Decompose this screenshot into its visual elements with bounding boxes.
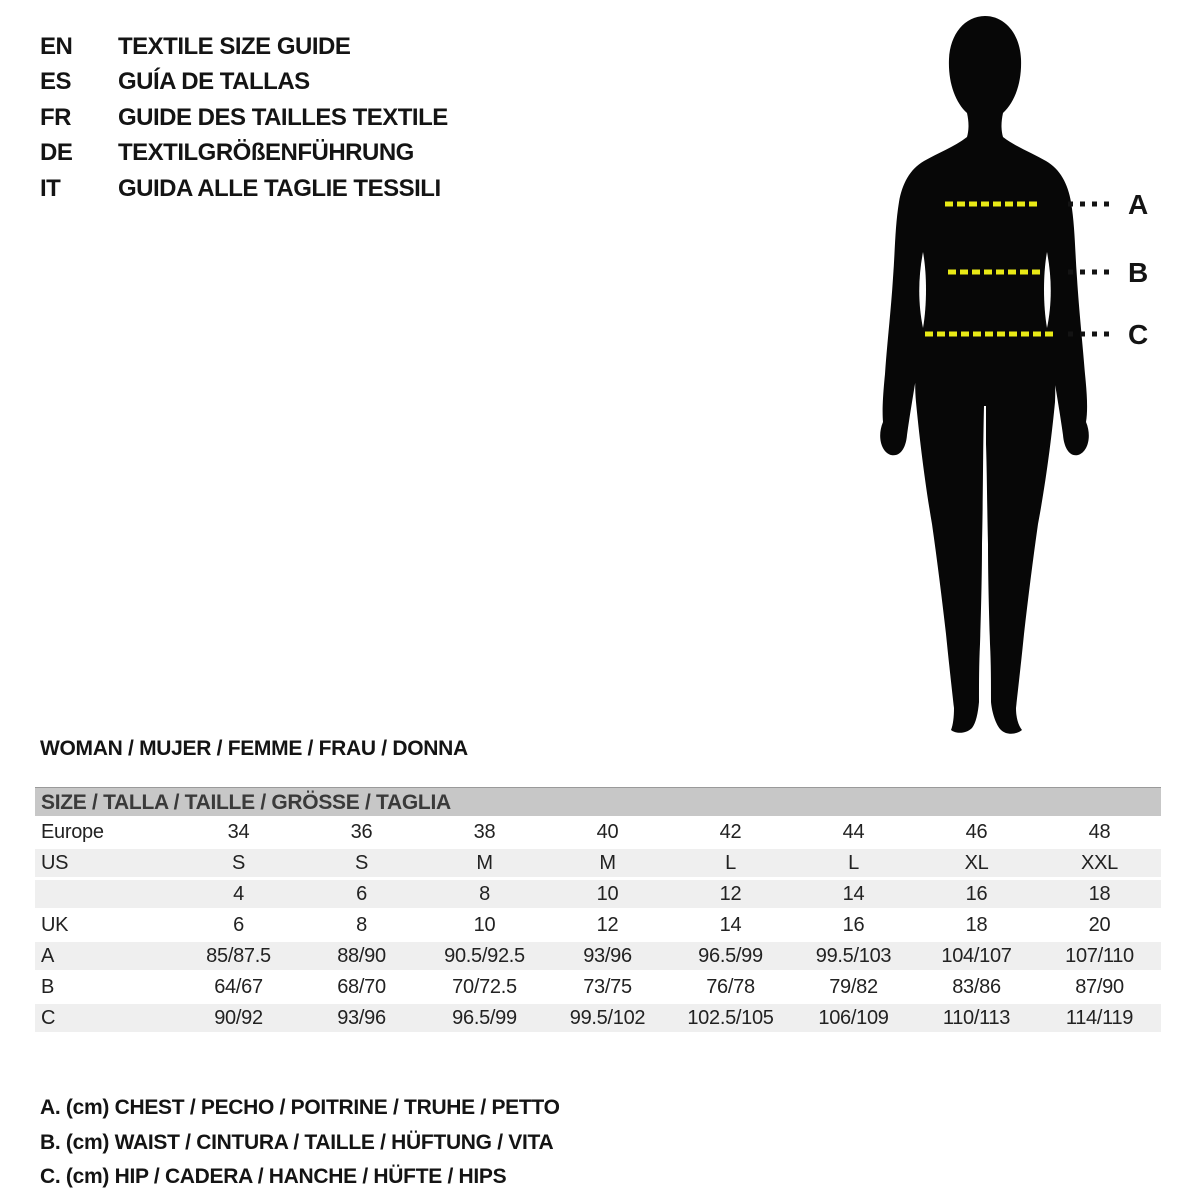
row-label: Europe <box>41 821 104 843</box>
language-row-en <box>40 29 448 65</box>
size-value-cell: 93/96 <box>583 945 632 967</box>
guide-title-es: GUÍA DE TALLAS <box>118 68 310 96</box>
table-row <box>35 849 1161 880</box>
language-title-list <box>40 29 448 207</box>
size-value-cell: 76/78 <box>706 976 755 998</box>
language-code: ES <box>40 68 72 96</box>
size-value-cell: 14 <box>719 914 742 936</box>
size-value-cell: 4 <box>233 883 244 905</box>
size-value-cell: 85/87.5 <box>206 945 271 967</box>
row-label <box>35 880 177 908</box>
size-table-rows <box>35 818 1161 1035</box>
size-value-cell: 106/109 <box>818 1007 889 1029</box>
section-title-woman: WOMAN / MUJER / FEMME / FRAU / DONNA <box>40 737 468 760</box>
language-code: DE <box>40 139 73 167</box>
size-value-cell: M <box>476 852 493 874</box>
size-value-cell: 68/70 <box>337 976 386 998</box>
row-label: US <box>41 852 69 874</box>
size-value-cell: 18 <box>1088 883 1111 905</box>
size-value-cell: 79/82 <box>829 976 878 998</box>
size-value-cell: 38 <box>473 821 496 843</box>
guide-title-it: GUIDA ALLE TAGLIE TESSILI <box>118 174 441 202</box>
size-value-cell: 102.5/105 <box>687 1007 774 1029</box>
size-value-cell: 10 <box>596 883 619 905</box>
size-value-cell: 6 <box>233 914 244 936</box>
size-value-cell: 16 <box>842 914 865 936</box>
size-value-cell: 10 <box>473 914 496 936</box>
size-value-cell: 96.5/99 <box>698 945 763 967</box>
table-row <box>35 1004 1161 1035</box>
language-code: IT <box>40 174 61 202</box>
row-label: UK <box>41 914 69 936</box>
size-value-cell: 34 <box>227 821 250 843</box>
size-value-cell: 83/86 <box>952 976 1001 998</box>
size-value-cell: 110/113 <box>942 1007 1011 1029</box>
size-value-cell: 12 <box>719 883 742 905</box>
marker-c-label: C <box>1128 319 1149 350</box>
size-value-cell: S <box>231 852 246 874</box>
size-value-cell: 93/96 <box>337 1007 386 1029</box>
table-row <box>35 880 1161 911</box>
size-value-cell: 70/72.5 <box>452 976 517 998</box>
marker-a-label: A <box>1128 189 1149 220</box>
woman-silhouette <box>880 16 1089 734</box>
size-value-cell: 40 <box>596 821 619 843</box>
size-value-cell: 73/75 <box>583 976 632 998</box>
size-value-cell: 90.5/92.5 <box>444 945 525 967</box>
size-value-cell: 107/110 <box>1065 945 1134 967</box>
table-row <box>35 911 1161 942</box>
size-value-cell: 18 <box>965 914 988 936</box>
language-row-es <box>40 65 448 101</box>
language-row-it <box>40 171 448 207</box>
size-value-cell: XL <box>964 852 989 874</box>
size-value-cell: 6 <box>356 883 367 905</box>
size-value-cell: XXL <box>1081 852 1118 874</box>
size-value-cell: L <box>848 852 859 874</box>
size-value-cell: 46 <box>965 821 988 843</box>
measurement-figure <box>860 14 1200 740</box>
size-value-cell: 96.5/99 <box>452 1007 517 1029</box>
size-value-cell: 8 <box>356 914 367 936</box>
marker-b-label: B <box>1128 257 1149 288</box>
table-row <box>35 973 1161 1004</box>
footnote-hip: C. (cm) HIP / CADERA / HANCHE / HÜFTE / HIPS <box>40 1165 507 1189</box>
size-value-cell: 64/67 <box>214 976 263 998</box>
size-value-cell: 20 <box>1088 914 1111 936</box>
size-value-cell: 104/107 <box>941 945 1012 967</box>
size-value-cell: 90/92 <box>214 1007 263 1029</box>
language-row-fr <box>40 100 448 136</box>
guide-title-fr: GUIDE DES TAILLES TEXTILE <box>118 103 448 131</box>
size-value-cell: S <box>354 852 369 874</box>
table-row <box>35 942 1161 973</box>
row-label: B <box>41 976 55 998</box>
size-value-cell: 88/90 <box>337 945 386 967</box>
size-value-cell: 14 <box>842 883 865 905</box>
size-value-cell: L <box>725 852 736 874</box>
size-value-cell: 99.5/103 <box>815 945 892 967</box>
size-table <box>35 787 1161 1035</box>
row-label: C <box>41 1007 56 1029</box>
language-code: FR <box>40 103 71 131</box>
size-value-cell: 42 <box>719 821 742 843</box>
footnote-chest: A. (cm) CHEST / PECHO / POITRINE / TRUHE / PETTO <box>40 1096 560 1120</box>
language-code: EN <box>40 32 73 60</box>
size-value-cell: 114/119 <box>1065 1007 1134 1029</box>
size-table-header: SIZE / TALLA / TAILLE / GRÖSSE / TAGLIA <box>35 787 1161 816</box>
size-value-cell: 44 <box>842 821 865 843</box>
row-label: A <box>41 945 55 967</box>
size-value-cell: M <box>599 852 616 874</box>
table-row <box>35 818 1161 849</box>
size-value-cell: 99.5/102 <box>569 1007 646 1029</box>
size-value-cell: 48 <box>1088 821 1111 843</box>
size-value-cell: 12 <box>596 914 619 936</box>
language-row-de <box>40 136 448 172</box>
measurement-footnotes <box>40 1091 560 1195</box>
size-value-cell: 8 <box>479 883 490 905</box>
footnote-waist: B. (cm) WAIST / CINTURA / TAILLE / HÜFTUNG / VITA <box>40 1130 554 1154</box>
size-value-cell: 87/90 <box>1075 976 1124 998</box>
guide-title-en: TEXTILE SIZE GUIDE <box>118 32 351 60</box>
size-value-cell: 36 <box>350 821 373 843</box>
size-value-cell: 16 <box>965 883 988 905</box>
guide-title-de: TEXTILGRÖßENFÜHRUNG <box>118 139 414 167</box>
